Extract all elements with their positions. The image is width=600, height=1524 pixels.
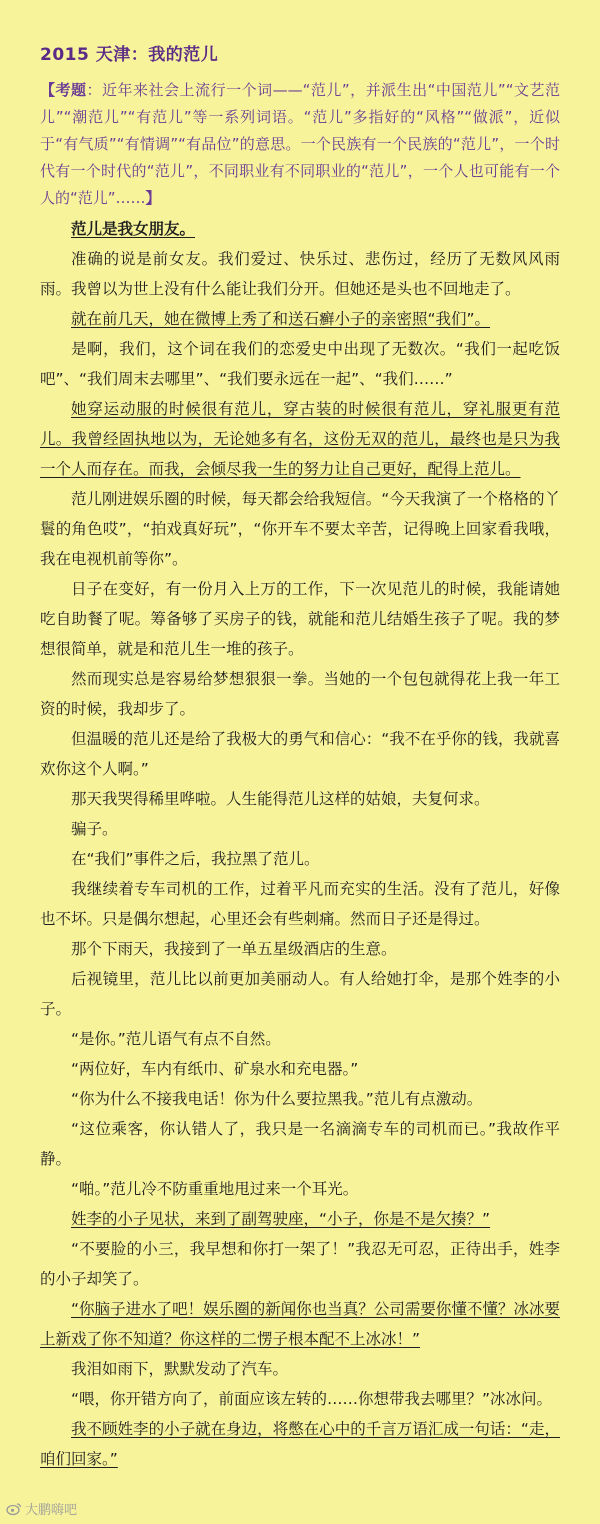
prompt-label: 考题 [55,81,87,99]
paragraph-text: “啪。”范儿冷不防重重地甩过来一个耳光。 [71,1180,359,1198]
paragraph-text: “两位好，车内有纸巾、矿泉水和充电器。” [71,1060,359,1078]
paragraph [40,1354,560,1384]
essay-body [40,214,560,1474]
paragraph [40,1174,560,1204]
paragraph [40,1294,560,1354]
paragraph-text: “是你。”范儿语气有点不自然。 [71,1030,281,1048]
prompt-open-bracket: 【 [40,81,56,99]
paragraph-text: 姓李的小子见状，来到了副驾驶座，“小子，你是不是欠揍？” [71,1210,491,1228]
paragraph [40,1054,560,1084]
paragraph [40,304,560,334]
paragraph-text: 但温暖的范儿还是给了我极大的勇气和信心：“我不在乎你的钱，我就喜欢你这个人啊。” [40,730,560,778]
paragraph [40,244,560,304]
paragraph [40,214,560,244]
watermark-text: 大鹏嗨吧 [25,1503,78,1518]
paragraph [40,1414,560,1474]
paragraph [40,574,560,664]
paragraph-text: 范儿刚进娱乐圈的时候，每天都会给我短信。“今天我演了一个格格的丫鬟的角色哎”，“拍戏真好玩”，“你开车不要太辛苦，记得晚上回家看我哦，我在电视机前等你”。 [40,490,560,568]
paragraph [40,874,560,934]
paragraph-text: “喂，你开错方向了，前面应该左转的……你想带我去哪里？”冰冰问。 [71,1390,553,1408]
paragraph-text: 就在前几天，她在微博上秀了和送石癣小子的亲密照“我们”。 [71,310,491,328]
paragraph-text: 我不顾姓李的小子就在身边，将憋在心中的千言万语汇成一句话：“走，咱们回家。” [40,1420,560,1468]
paragraph [40,814,560,844]
paragraph-text: “不要脸的小三，我早想和你打一架了！”我忍无可忍，正待出手，姓李的小子却笑了。 [40,1240,560,1288]
paragraph-text: “你脑子进水了吧！娱乐圈的新闻你也当真？公司需要你懂不懂？冰冰要上新戏了你不知道？你这样的二愣子根本配不上冰冰！” [40,1300,560,1348]
exam-prompt [40,77,560,212]
paragraph-text: “这位乘客，你认错人了，我只是一名滴滴专车的司机而已。”我故作平静。 [40,1120,560,1168]
paragraph-text: 准确的说是前女友。我们爱过、快乐过、悲伤过，经历了无数风风雨雨。我曾以为世上没有什么能让我们分开。但她还是头也不回地走了。 [40,250,560,298]
paragraph [40,1204,560,1234]
paragraph [40,964,560,1024]
paragraph [40,334,560,394]
paragraph [40,844,560,874]
paragraph-text: 是啊，我们，这个词在我们的恋爱史中出现了无数次。“我们一起吃饭吧”、“我们周末去哪里”、“我们要永远在一起”、“我们……” [40,340,560,388]
article-title: 2015 天津：我的范儿 [40,45,219,65]
paragraph [40,934,560,964]
paragraph-text: 骗子。 [71,820,118,838]
paragraph-text: 在“我们”事件之后，我拉黑了范儿。 [71,850,320,868]
paragraph [40,394,560,484]
weibo-eye-icon [6,1502,22,1516]
paragraph-text: 我泪如雨下，默默发动了汽车。 [71,1360,289,1378]
paragraph-text: 那个下雨天，我接到了一单五星级酒店的生意。 [71,940,397,958]
paragraph [40,1114,560,1174]
prompt-close-bracket: 】 [145,189,161,207]
paragraph [40,1234,560,1294]
paragraph [40,664,560,724]
watermark [6,1499,77,1518]
paragraph [40,1084,560,1114]
paragraph-text: “你为什么不接我电话！你为什么要拉黑我。”范儿有点激动。 [71,1090,483,1108]
paragraph-text: 日子在变好，有一份月入上万的工作，下一次见范儿的时候，我能请她吃自助餐了呢。筹备够了买房子的钱，就能和范儿结婚生孩子了呢。我的梦想很简单，就是和范儿生一堆的孩子。 [40,580,560,658]
prompt-colon: ： [86,81,103,99]
paragraph-text: 她穿运动服的时候很有范儿，穿古装的时候很有范儿，穿礼服更有范儿。我曾经固执地以为，无论她多有名，这份无双的范儿，最终也是只为我一个人而存在。而我，会倾尽我一生的努力让自己更好，配得上范儿。 [40,400,560,478]
paragraph [40,784,560,814]
paragraph-text: 然而现实总是容易给梦想狠狠一拳。当她的一个包包就得花上我一年工资的时候，我却步了。 [40,670,560,718]
paragraph [40,1024,560,1054]
paragraph [40,484,560,574]
paragraph-text: 我继续着专车司机的工作，过着平凡而充实的生活。没有了范儿，好像也不坏。只是偶尔想起，心里还会有些刺痛。然而日子还是得过。 [40,880,560,928]
paragraph-text: 那天我哭得稀里哗啦。人生能得范儿这样的姑娘，夫复何求。 [71,790,490,808]
paragraph-text: 后视镜里，范儿比以前更加美丽动人。有人给她打伞，是那个姓李的小子。 [40,970,560,1018]
paragraph [40,724,560,784]
paragraph-text: 范儿是我女朋友。 [71,220,196,238]
prompt-text: 近年来社会上流行一个词——“范儿”，并派生出“中国范儿”“文艺范儿”“潮范儿”“有范儿”等一系列词语。“范儿”多指好的“风格”“做派”，近似于“有气质”“有情调”“有品位”的意思。一个民族有一个民族的“范儿”，一个时代有一个时代的“范儿”，不同职业有不同职业的“范儿”，一个人也可能有一个人的“范儿”…… [40,81,560,207]
paragraph [40,1384,560,1414]
